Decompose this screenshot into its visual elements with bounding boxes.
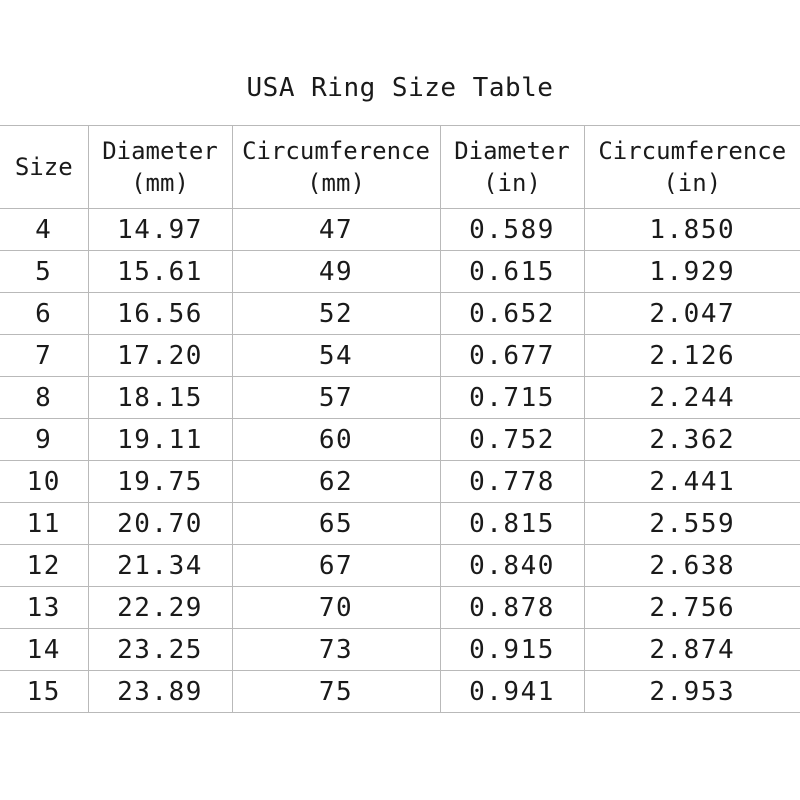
cell-diameter-in: 0.778: [440, 461, 584, 503]
cell-diameter-mm: 19.75: [88, 461, 232, 503]
cell-circumference-mm: 75: [232, 671, 440, 713]
cell-circumference-mm: 54: [232, 335, 440, 377]
cell-circumference-in: 2.047: [584, 293, 800, 335]
table-row: [0, 293, 800, 335]
table-row: [0, 671, 800, 713]
cell-circumference-in: 2.874: [584, 629, 800, 671]
cell-circumference-mm: 52: [232, 293, 440, 335]
cell-size: 15: [0, 671, 88, 713]
cell-diameter-mm: 19.11: [88, 419, 232, 461]
cell-circumference-in: 2.953: [584, 671, 800, 713]
header-unit: (in): [663, 169, 722, 197]
header-label: Circumference: [598, 137, 787, 165]
cell-circumference-mm: 57: [232, 377, 440, 419]
cell-circumference-in: 2.756: [584, 587, 800, 629]
cell-circumference-in: 1.929: [584, 251, 800, 293]
cell-diameter-mm: 23.25: [88, 629, 232, 671]
table-row: [0, 251, 800, 293]
cell-circumference-mm: 47: [232, 209, 440, 251]
cell-circumference-in: 1.850: [584, 209, 800, 251]
cell-diameter-mm: 23.89: [88, 671, 232, 713]
cell-diameter-mm: 20.70: [88, 503, 232, 545]
cell-circumference-mm: 65: [232, 503, 440, 545]
cell-diameter-in: 0.589: [440, 209, 584, 251]
header-label: Size: [14, 153, 73, 181]
cell-diameter-in: 0.815: [440, 503, 584, 545]
table-row: [0, 587, 800, 629]
cell-circumference-mm: 70: [232, 587, 440, 629]
header-unit: (in): [483, 169, 541, 197]
cell-circumference-mm: 62: [232, 461, 440, 503]
cell-diameter-mm: 21.34: [88, 545, 232, 587]
cell-circumference-mm: 73: [232, 629, 440, 671]
table-row: [0, 503, 800, 545]
cell-size: 9: [0, 419, 88, 461]
cell-size: 14: [0, 629, 88, 671]
cell-diameter-in: 0.878: [440, 587, 584, 629]
cell-diameter-mm: 14.97: [88, 209, 232, 251]
header-size: [0, 126, 88, 209]
header-circumference-in: [584, 126, 800, 209]
cell-circumference-mm: 49: [232, 251, 440, 293]
header-label: Diameter: [102, 137, 218, 165]
cell-diameter-in: 0.652: [440, 293, 584, 335]
cell-diameter-in: 0.941: [440, 671, 584, 713]
ring-size-table: [0, 125, 800, 713]
table-row: [0, 209, 800, 251]
cell-diameter-in: 0.615: [440, 251, 584, 293]
cell-diameter-in: 0.840: [440, 545, 584, 587]
table-row: [0, 377, 800, 419]
cell-size: 11: [0, 503, 88, 545]
header-unit: (mm): [307, 169, 365, 197]
cell-diameter-in: 0.915: [440, 629, 584, 671]
table-header-row: [0, 126, 800, 209]
table-row: [0, 545, 800, 587]
cell-size: 6: [0, 293, 88, 335]
table-row: [0, 335, 800, 377]
cell-size: 5: [0, 251, 88, 293]
cell-circumference-in: 2.559: [584, 503, 800, 545]
cell-diameter-in: 0.677: [440, 335, 584, 377]
table-body: [0, 209, 800, 713]
header-unit: (mm): [131, 169, 189, 197]
cell-diameter-mm: 16.56: [88, 293, 232, 335]
header-circumference-mm: [232, 126, 440, 209]
cell-diameter-mm: 18.15: [88, 377, 232, 419]
cell-size: 10: [0, 461, 88, 503]
table-row: [0, 419, 800, 461]
header-diameter-in: [440, 126, 584, 209]
cell-size: 7: [0, 335, 88, 377]
table-title: USA Ring Size Table: [246, 73, 554, 103]
cell-circumference-mm: 67: [232, 545, 440, 587]
cell-diameter-mm: 15.61: [88, 251, 232, 293]
table-row: [0, 629, 800, 671]
header-label: Circumference: [242, 137, 430, 165]
cell-size: 8: [0, 377, 88, 419]
cell-diameter-in: 0.752: [440, 419, 584, 461]
table-row: [0, 461, 800, 503]
cell-circumference-in: 2.638: [584, 545, 800, 587]
cell-circumference-mm: 60: [232, 419, 440, 461]
header-diameter-mm: [88, 126, 232, 209]
cell-size: 4: [0, 209, 88, 251]
cell-circumference-in: 2.126: [584, 335, 800, 377]
cell-circumference-in: 2.362: [584, 419, 800, 461]
cell-size: 13: [0, 587, 88, 629]
header-label: Diameter: [454, 137, 570, 165]
cell-diameter-mm: 22.29: [88, 587, 232, 629]
cell-circumference-in: 2.244: [584, 377, 800, 419]
cell-diameter-in: 0.715: [440, 377, 584, 419]
cell-size: 12: [0, 545, 88, 587]
cell-diameter-mm: 17.20: [88, 335, 232, 377]
cell-circumference-in: 2.441: [584, 461, 800, 503]
